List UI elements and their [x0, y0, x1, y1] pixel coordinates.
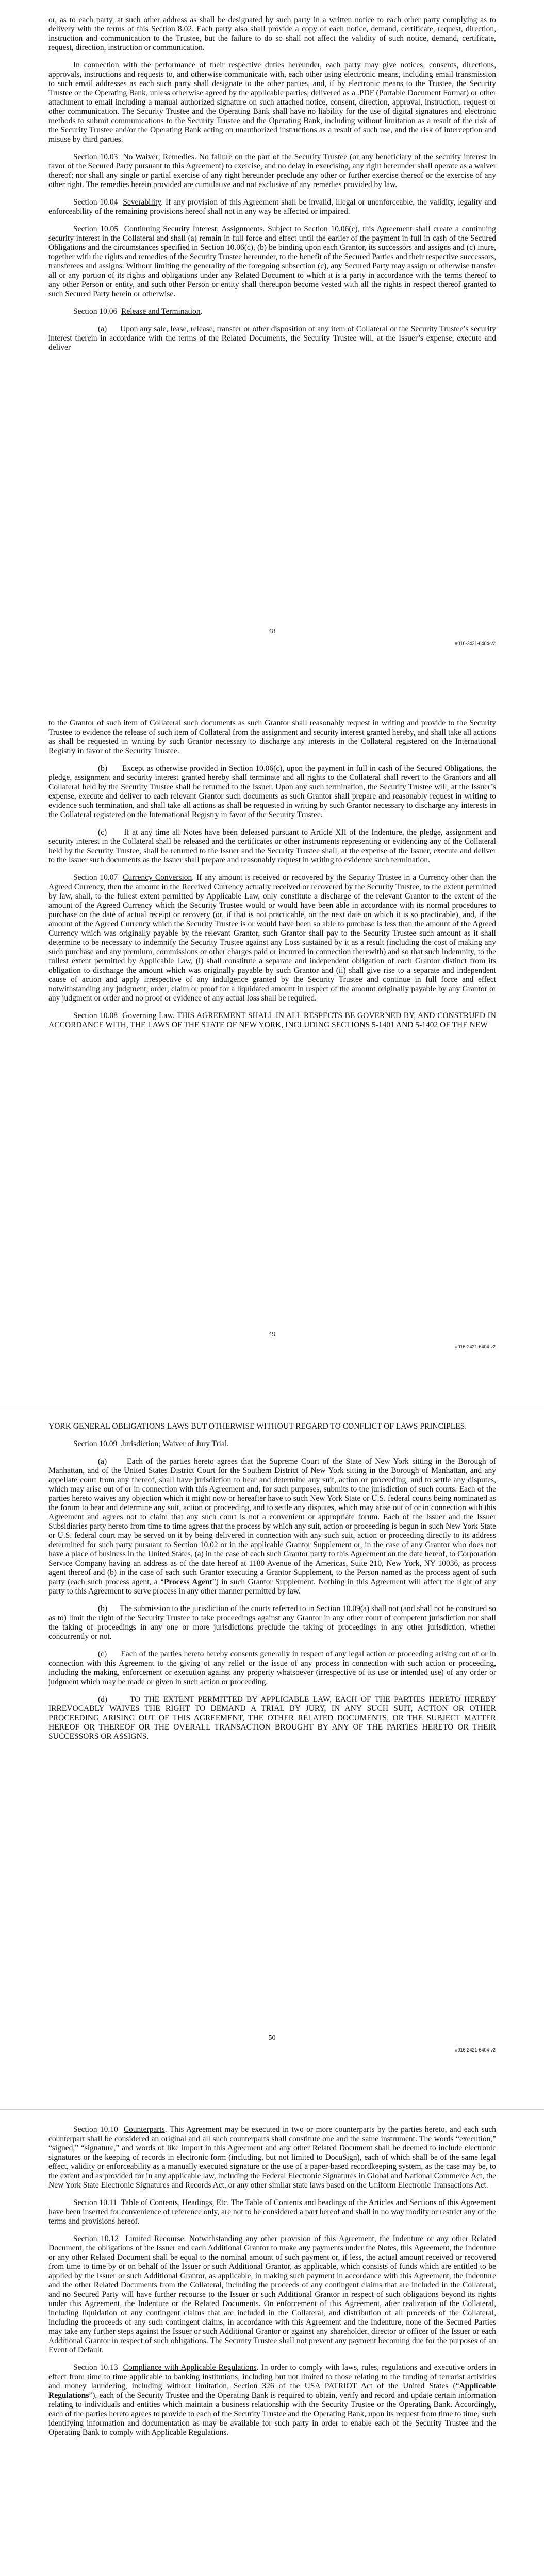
section-10-08 [48, 1011, 496, 1030]
defined-term: Applicable Regulations [48, 2382, 496, 2400]
section-text: . The Table of Contents and headings of the Articles and Sections of this Agreement have been inserted for convenience of reference only, are not to be considered a part hereof and shall in no way modify or restrict any of the terms and provisions hereof. [48, 2198, 497, 2226]
paragraph-b: (b) The submission to the jurisdiction of the courts referred to in Section 10.09(a) shall not (and shall not be construed so as to) limit the right of the Security Trustee to take proceedings against any Grantor in any other court of competent jurisdiction nor shall the taking of proceedings in any one or more jurisdictions preclude the taking of proceedings in any other jurisdiction, whether concurrently or not. [48, 1604, 496, 1641]
section-text: . Notwithstanding any other provision of this Agreement, the Indenture or any other Related Document, the obligations of the Issuer and each Additional Grantor to make any payments under the Notes, this Agreement, the Indenture or any other Related Document shall be equal to the nominal amount of such payment or, if less, the actual amount received or recovered from time to time by or on behalf of the Issuer or such Additional Grantor, as applicable, which consists of funds which are entitled to be applied by the Issuer or such Additional Grantor, as applicable, in making such payment in accordance with this Agreement, the Indenture and the other Related Documents from the Collateral, including the proceeds of any contingent claims that are included in the Collateral, and no Secured Party will have further recourse to the Issuer or such Additional Grantor in respect of such obligations beyond its rights under this Agreement, the Indenture or the Related Documents. On enforcement of this Agreement, after realization of the Collateral, including liquidation of any contingent claims that are included in the Collateral, and distribution of all proceeds of the Collateral, including the proceeds of any such contingent claims, in accordance with this Agreement and the Indenture, none of the Secured Parties may take any further steps against the Issuer or such Additional Grantor or against any shareholder, director or officer of the Issuer or each Additional Grantor in respect of such obligations. The Security Trustee shall not prevent any payment becoming due for the purposes of an Event of Default. [48, 2234, 496, 2354]
section-text: . If any provision of this Agreement shall be invalid, illegal or unenforceable, the validity, legality and enforceability of the remaining provisions hereof shall not in any way be affected or impaired. [48, 198, 497, 216]
document-id: #016-2421-6404-v2 [455, 1344, 496, 1349]
page-number: 50 [268, 2034, 276, 2042]
section-number: Section 10.03 [73, 152, 118, 161]
section-text: ”), each of the Security Trustee and the Operating Bank is required to obtain, verify and record and update certain information relating to individuals and entities which maintain a business relationship with the Security Trustee or the Operating Bank. Accordingly, each of the parties hereto agrees to provide to each of the Security Trustee and the Operating Bank, upon its request from time to time, such identifying information and documentation as may be available for such party in order to enable each of the Security Trustee and the Operating Bank to comply with Applicable Regulations. [48, 2391, 496, 2437]
section-10-12 [48, 2234, 496, 2355]
section-text: . No failure on the part of the Security Trustee (or any beneficiary of the security interest in favor of the Secured Party pursuant to this Agreement) to exercise, and no delay in exercising, any right hereunder shall operate as a waiver thereof; nor shall any single or partial exercise of any right hereunder preclude any other or further exercise thereof or the exercise of any other right. The remedies herein provided are cumulative and not exclusive of any remedies provided by law. [48, 152, 496, 189]
paragraph: YORK GENERAL OBLIGATIONS LAWS BUT OTHERWISE WITHOUT REGARD TO CONFLICT OF LAWS PRINCIPLES. [48, 1422, 467, 1431]
page-content [48, 1422, 496, 1750]
section-number: Section 10.13 [73, 2363, 118, 2372]
section-number: Section 10.11 [73, 2198, 117, 2207]
section-text: . THIS AGREEMENT SHALL IN ALL RESPECTS BE GOVERNED BY, AND CONSTRUED IN ACCORDANCE WITH, THE LAWS OF THE STATE OF NEW YORK, INCLUDING SECTIONS 5-1401 AND 5-1402 OF THE NEW [48, 1011, 497, 1029]
paragraph: to the Grantor of such item of Collateral such documents as such Grantor shall reasonably request in writing and provide to the Security Trustee to evidence the release of such item of Collateral from the assignment and security interest granted hereby, and shall take all actions as shall be requested in writing by such Grantor necessary to discharge any interests in the Collateral registered on the International Registry in favor of the Security Trustee. [48, 719, 496, 755]
section-10-05 [48, 225, 496, 299]
paragraph-text: ”) in such Grantor Supplement. Nothing in this Agreement will affect the right of any party to this Agreement to serve process in any other manner permitted by law. [48, 1578, 496, 1596]
section-number: Section 10.09 [73, 1439, 118, 1448]
section-number: Section 10.10 [73, 2125, 118, 2134]
paragraph-text: (a) Each of the parties hereto agrees that the Supreme Court of the State of New York sitting in the Borough of Manhattan, and of the United States District Court for the Southern District of New York sitting in the Borough of Manhattan, and any appellate court from any thereof, shall have jurisdiction to hear and determine any suit, action or proceeding, and to settle any disputes, which may arise out of or in connection with this Agreement and, for such purposes, submits to the jurisdiction of such courts. Each of the parties hereto waives any objection which it might now or hereafter have to such New York State or U.S. federal courts being nominated as the forum to hear and determine any suit, action or proceeding, and to settle any disputes, which may arise out of or in connection with this Agreement and agrees not to claim that any such court is not a convenient or appropriate forum. Each of the Issuer and the Issuer Subsidiaries party hereto from time to time agrees that the process by which any suit, action or proceeding is begun in such New York State or U.S. federal court may be served on it by being delivered in connection with any such suit, action or proceeding directly to its address determined for such party pursuant to Section 10.02 or in the applicable Grantor Supplement or, in the case of any Grantor who does not have a place of business in the United States, (a) in the case of each such Grantor party to this Agreement on the date hereof, to Corporation Service Company having an address as of the date hereof at 1180 Avenue of the Americas, Suite 210, New York, NY 10036, as process agent thereof and (b) in the case of each such Grantor executing a Grantor Supplement, to the Person named as the process agent of such party (each such process agent, a “ [48, 1457, 496, 1586]
page-50 [0, 1406, 544, 2110]
page-content [48, 15, 496, 361]
paragraph: In connection with the performance of their respective duties hereunder, each party may give notices, consents, directions, approvals, instructions and requests to, and otherwise communicate with, each other using electronic means, including email transmission to such email addresses as each such party shall designate to the other parties, and, if by electronic means to the Trustee, the Security Trustee or the Operating Bank, unless otherwise agreed by the applicable parties, delivered as a .PDF (Portable Document Format) or other attachment to email including a manual authorized signature on such attached notice, consent, direction, approval, instruction, request or other communication. The Security Trustee and the Operating Bank shall have no liability for the use of digital signatures and electronic methods to submit communications to the Security Trustee and the Operating Bank, including without limitation as a result of the risk of the Security Trustee and/or the Operating Bank acting on unauthorized instructions as a result of such use, and the risk of interception and misuse by third parties. [48, 61, 496, 144]
section-heading: Compliance with Applicable Regulations [123, 2363, 257, 2372]
section-heading: Severability [123, 198, 161, 207]
section-number: Section 10.07 [73, 873, 118, 882]
section-heading: Continuing Security Interest; Assignments [124, 225, 263, 233]
section-10-13 [48, 2363, 496, 2437]
section-number: Section 10.12 [73, 2234, 119, 2243]
document-id: #016-2421-6404-v2 [455, 641, 496, 646]
defined-term: Process Agent [163, 1578, 212, 1586]
section-10-11 [48, 2198, 496, 2226]
section-10-04 [48, 198, 496, 216]
section-heading: Jurisdiction; Waiver of Jury Trial [121, 1439, 227, 1448]
section-heading: No Waiver; Remedies [123, 152, 194, 161]
page-number: 49 [268, 1331, 276, 1338]
section-10-07 [48, 873, 496, 1003]
section-number: Section 10.06 [73, 307, 118, 316]
section-number: Section 10.04 [73, 198, 118, 207]
section-text: . Subject to Section 10.06(c), this Agreement shall create a continuing security interest in the Collateral and shall (a) remain in full force and effect until the earlier of the payment in full in cash of the Secured Obligations and the circumstances specified in Section 10.06(c), (b) be binding upon each Grantor, its successors and assigns and (c) inure, together with the rights and remedies of the Security Trustee hereunder, to the benefit of the Secured Parties and their respective successors, transferees and assigns. Without limiting the generality of the foregoing subsection (c), any Secured Party may assign or otherwise transfer all or any portion of its rights and obligations under any Related Document to which it is a party in accordance with the terms thereof to any other Person or entity, and such other Person or entity shall thereupon become vested with all the rights in respect thereof granted to such Secured Party herein or otherwise. [48, 225, 496, 298]
section-text: . If any amount is received or recovered by the Security Trustee in a Currency other than the Agreed Currency, then the amount in the Received Currency actually received or recovered by the Security Trustee, to the extent permitted by law, shall, to the fullest extent permitted by Applicable Law, only constitute a discharge of the relevant Grantor to the extent of the amount of the Agreed Currency which the Security Trustee would or would have been able in accordance with its normal procedures to purchase on the date of actual receipt or recovery (or, if that is not practicable, on the next date on which it is so practicable), and, if the amount of the Agreed Currency which the Security Trustee is or would have been so able to purchase is less than the amount of the Agreed Currency which was originally payable by the relevant Grantor, such Grantor shall pay to the Security Trustee such amount as it shall determine to be necessary to indemnify the Security Trustee against any Loss sustained by it as a result (including the cost of making any such purchase and any premium, commissions or other charges paid or incurred in connection therewith) and so that such indemnity, to the fullest extent permitted by Applicable Law, (i) shall constitute a separate and independent obligation of each Grantor distinct from its obligation to discharge the amount which was originally payable by such Grantor and (ii) shall give rise to a separate and independent cause of action and apply irrespective of any indulgence granted by the Security Trustee and continue in full force and effect notwithstanding any judgment, order, claim or proof for a liquidated amount in respect of the amount originally payable by any Grantor or any judgment or order and no proof or evidence of any actual loss shall be required. [48, 873, 497, 1003]
section-heading: Release and Termination [121, 307, 201, 316]
section-number: Section 10.08 [73, 1011, 118, 1020]
section-number: Section 10.05 [73, 225, 119, 233]
paragraph-d: (d) TO THE EXTENT PERMITTED BY APPLICABLE LAW, EACH OF THE PARTIES HERETO HEREBY IRREVOCABLY WAIVES THE RIGHT TO DEMAND A TRIAL BY JURY, IN ANY SUCH SUIT, ACTION OR OTHER PROCEEDING ARISING OUT OF THIS AGREEMENT, THE OTHER RELATED DOCUMENTS, OR THE SUBJECT MATTER HEREOF OR THEREOF OR THE OVERALL TRANSACTION BROUGHT BY ANY OF THE PARTIES HERETO OR THEIR SUCCESSORS OR ASSIGNS. [48, 1695, 496, 1741]
paragraph: or, as to each party, at such other address as shall be designated by such party in a written notice to each other party complying as to delivery with the terms of this Section 8.02. Each party also shall provide a copy of each notice, demand, certificate, request, direction, instruction and communication to the Trustee, but the failure to do so shall not affect the validity of such notice, demand, certificate, request, direction, instruction or communication. [48, 15, 496, 52]
section-text: . This Agreement may be executed in two or more counterparts by the parties hereto, and each such counterpart shall be considered an original and all such counterparts shall constitute one and the same instrument. The words “execution,” “signed,” “signature,” and words of like import in this Agreement and any other Related Document shall be deemed to include electronic signatures or the keeping of records in electronic form (including, but not limited to DocuSign), each of which shall be of the same legal effect, validity or enforceability as a manually executed signature or the use of a paper-based recordkeeping system, as the case may be, to the extent and as provided for in any applicable law, including the Federal Electronic Signatures in Global and National Commerce Act, the New York State Electronic Signatures and Records Act, or any other similar state laws based on the Uniform Electronic Transactions Act. [48, 2125, 496, 2190]
paragraph-a: (a) Upon any sale, lease, release, transfer or other disposition of any item of Collateral or the Security Trustee’s security interest therein in accordance with the terms of the Related Documents, the Security Trustee will, at the Issuer’s expense, execute and deliver [48, 325, 496, 352]
section-heading: Limited Recourse [125, 2234, 184, 2243]
section-text: . In order to comply with laws, rules, regulations and executive orders in effect from time to time applicable to banking institutions, including but not limited to those relating to the funding of terrorist activities and money laundering, including without limitation, Section 326 of the USA PATRIOT Act of the United States (“ [48, 2363, 497, 2391]
section-10-06: Section 10.06 Release and Termination. [73, 307, 203, 316]
page-content [48, 719, 496, 1038]
section-10-10 [48, 2125, 496, 2190]
section-10-03 [48, 152, 496, 190]
page-49 [0, 703, 544, 1406]
paragraph-b: (b) Except as otherwise provided in Section 10.06(c), upon the payment in full in cash of the Secured Obligations, the pledge, assignment and security interest granted hereby shall terminate and all rights to the Collateral shall revert to the Grantors and all Collateral held by the Security Trustee shall be returned to the Issuer. Upon any such termination, the Security Trustee will, at the Issuer’s expense, execute and deliver to each relevant Grantor such documents as such Grantor shall prepare and reasonably request in writing to evidence such termination, and shall take all actions as shall be requested in writing by such Grantor necessary to discharge any interests in the Collateral registered on the International Registry in favor of the Security Trustee. [48, 764, 496, 819]
section-heading: Counterparts [123, 2125, 165, 2134]
section-heading: Currency Conversion [123, 873, 192, 882]
document-id: #016-2421-6404-v2 [455, 2047, 496, 2053]
page-48 [0, 0, 544, 703]
page-content [48, 2125, 496, 2446]
paragraph-c: (c) Each of the parties hereto hereby consents generally in respect of any legal action or proceeding arising out of or in connection with this Agreement to the giving of any relief or the issue of any process in connection with such action or proceeding, including the making, enforcement or execution against any property whatsoever (irrespective of its use or intended use) of any order or judgment which may be made or given in such action or proceeding. [48, 1650, 496, 1686]
page-51 [0, 2110, 544, 2576]
section-heading: Table of Contents, Headings, Etc [121, 2198, 227, 2207]
paragraph-c: (c) If at any time all Notes have been defeased pursuant to Article XII of the Indenture, the pledge, assignment and security interest in the Collateral shall be released and the certificates or other instruments representing or evidencing any of the Collateral held by the Security Trustee, shall be returned to the Issuer and the Security Trustee shall, at the expense of the Issuer, execute and deliver to the Issuer such documents as the Issuer shall prepare and reasonably request in writing to evidence such termination. [48, 828, 496, 865]
section-heading: Governing Law [122, 1011, 173, 1020]
paragraph-a [48, 1457, 496, 1596]
section-10-09: Section 10.09 Jurisdiction; Waiver of Jury Trial. [73, 1439, 229, 1448]
page-number: 48 [268, 628, 276, 635]
